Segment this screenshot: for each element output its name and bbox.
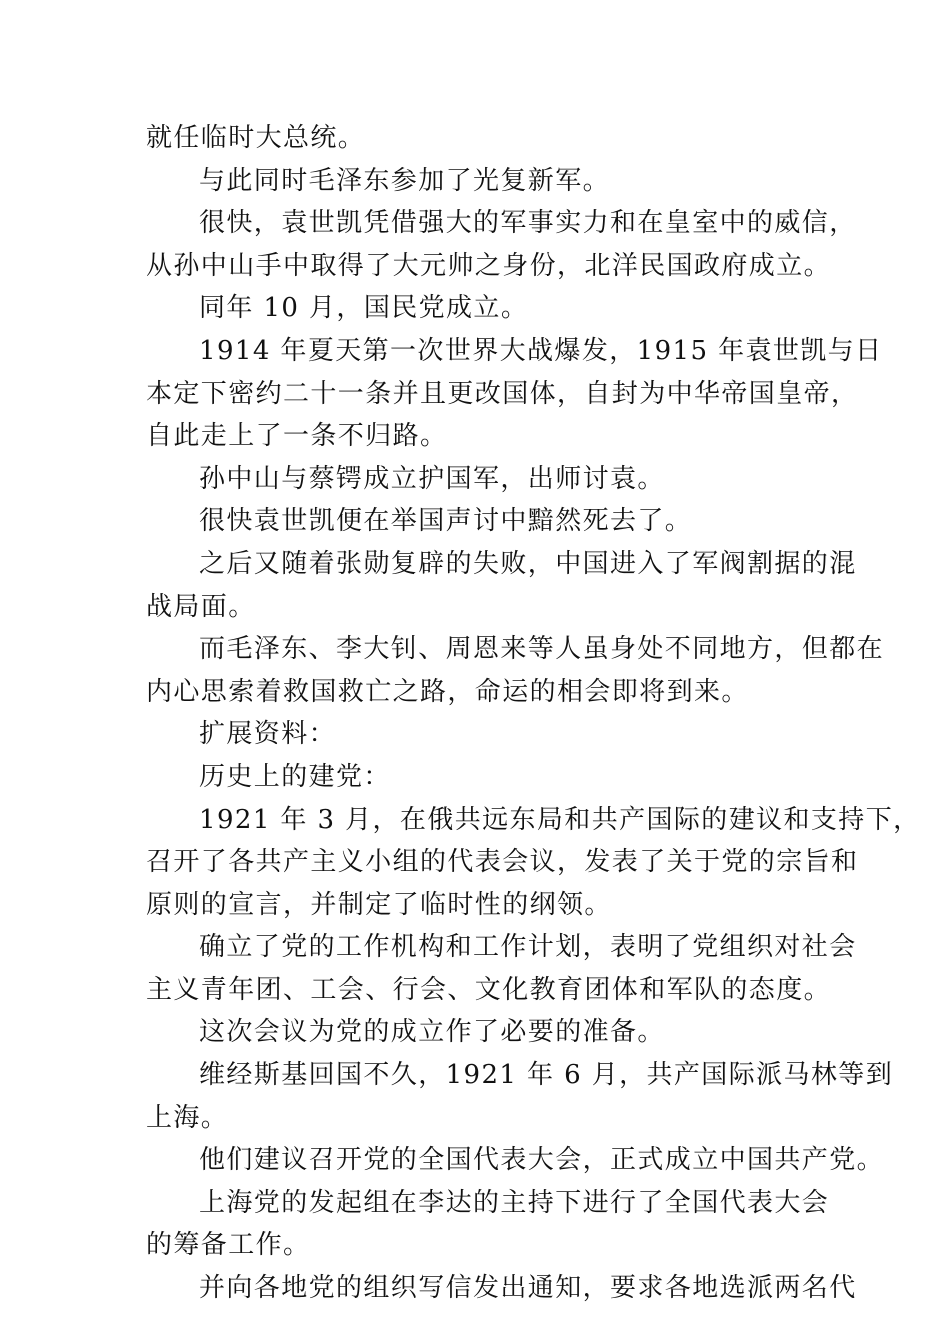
text-line: 历史上的建党： [199,761,391,792]
text-line: 之后又随着张勋复辟的失败，中国进入了军阀割据的混 [199,548,857,579]
text-line: 原则的宣言，并制定了临时性的纲领。 [146,889,612,920]
text-line: 的筹备工作。 [146,1230,311,1261]
text-line: 战局面。 [146,591,256,622]
text-line: 本定下密约二十一条并且更改国体，自封为中华帝国皇帝， [146,378,859,409]
document-page [146,117,921,1310]
text-line: 召开了各共产主义小组的代表会议，发表了关于党的宗旨和 [146,847,859,878]
text-line: 主义青年团、工会、行会、文化教育团体和军队的态度。 [146,974,832,1005]
text-line: 自此走上了一条不归路。 [146,421,448,452]
text-line: 这次会议为党的成立作了必要的准备。 [199,1017,665,1048]
text-line: 就任临时大总统。 [146,123,366,153]
text-line: 内心思索着救国救亡之路，命运的相会即将到来。 [146,676,749,707]
text-line: 孙中山与蔡锷成立护国军，出师讨袁。 [199,463,665,494]
text-line: 很快，袁世凯凭借强大的军事实力和在皇室中的威信， [199,208,857,239]
text-line: 上海党的发起组在李达的主持下进行了全国代表大会 [199,1187,830,1218]
text-line: 他们建议召开党的全国代表大会，正式成立中国共产党。 [199,1145,885,1176]
text-line: 1914 年夏天第一次世界大战爆发，1915 年袁世凯与日 [199,335,883,366]
text-line: 扩展资料： [199,719,337,750]
text-line: 很快袁世凯便在举国声讨中黯然死去了。 [199,506,693,537]
text-line: 上海。 [146,1102,229,1133]
text-line: 而毛泽东、李大钊、周恩来等人虽身处不同地方，但都在 [199,634,885,665]
text-line: 并向各地党的组织写信发出通知，要求各地选派两名代 [199,1273,857,1304]
text-line: 从孙中山手中取得了大元帅之身份，北洋民国政府成立。 [146,250,832,281]
text-line: 确立了党的工作机构和工作计划，表明了党组织对社会 [199,932,857,963]
text-line: 同年 10 月，国民党成立。 [199,293,529,324]
text-line: 与此同时毛泽东参加了光复新军。 [199,165,611,196]
text-line: 维经斯基回国不久，1921 年 6 月，共产国际派马林等到 [199,1060,894,1091]
text-line: 1921 年 3 月，在俄共远东局和共产国际的建议和支持下， [199,804,921,835]
